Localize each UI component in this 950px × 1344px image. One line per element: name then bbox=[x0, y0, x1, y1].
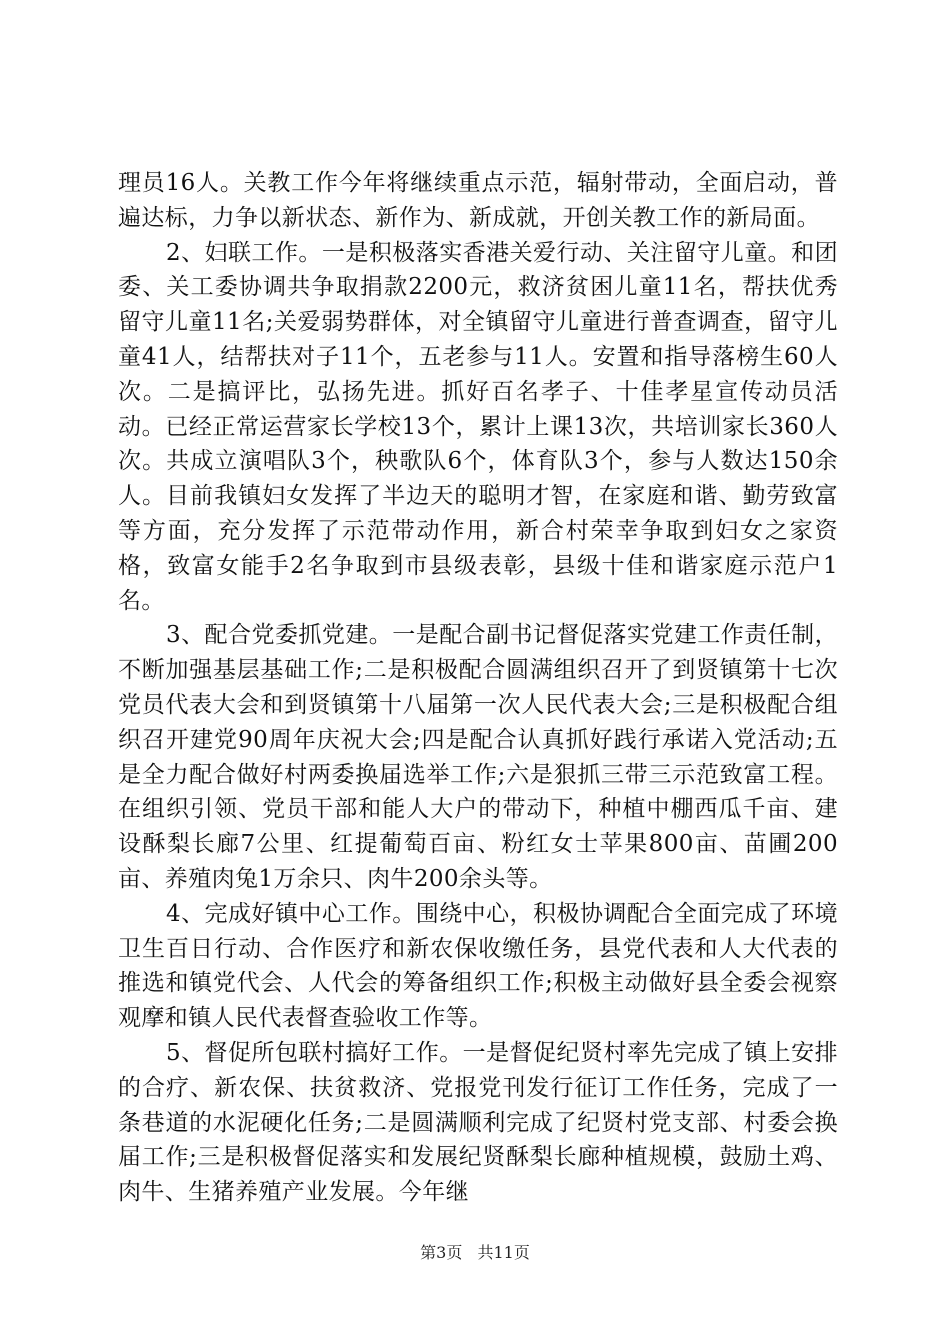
page-number: 第3页 bbox=[420, 1243, 463, 1262]
paragraph-continuation: 理员16人。关教工作今年将继续重点示范，辐射带动，全面启动，普遍达标，力争以新状态、新作为、新成就，开创关教工作的新局面。 bbox=[118, 170, 838, 231]
page-total: 共11页 bbox=[477, 1243, 530, 1262]
page-footer bbox=[0, 1240, 950, 1263]
document-body bbox=[118, 166, 838, 1210]
paragraph-village-liaison: 5、督促所包联村搞好工作。一是督促纪贤村率先完成了镇上安排的合疗、新农保、扶贫救济、党报党刊发行征订工作任务，完成了一条巷道的水泥硬化任务;二是圆满顺利完成了纪贤村党支部、村委会换届工作;三是积极督促落实和发展纪贤酥梨长廊种植规模，鼓励土鸡、肉牛、生猪养殖产业发展。今年继 bbox=[118, 1039, 838, 1206]
paragraph-party-building: 3、配合党委抓党建。一是配合副书记督促落实党建工作责任制，不断加强基层基础工作;二是积极配合圆满组织召开了到贤镇第十七次党员代表大会和到贤镇第十八届第一次人民代表大会;三是积极配合组织召开建党90周年庆祝大会;四是配合认真抓好践行承诺入党活动;五是全力配合做好村两委换届选举工作;六是狠抓三带三示范致富工程。在组织引领、党员干部和能人大户的带动下，种植中棚西瓜千亩、建设酥梨长廊7公里、红提葡萄百亩、粉红女士苹果800亩、苗圃200亩、养殖肉兔1万余只、肉牛200余头等。 bbox=[118, 622, 838, 892]
paragraph-town-center-work: 4、完成好镇中心工作。围绕中心，积极协调配合全面完成了环境卫生百日行动、合作医疗和新农保收缴任务，县党代表和人大代表的推选和镇党代会、人代会的筹备组织工作;积极主动做好县全委会视察观摩和镇人民代表督查验收工作等。 bbox=[118, 900, 838, 1032]
paragraph-womens-federation: 2、妇联工作。一是积极落实香港关爱行动、关注留守儿童。和团委、关工委协调共争取捐款2200元，救济贫困儿童11名，帮扶优秀留守儿童11名;关爱弱势群体，对全镇留守儿童进行普查调查，留守儿童41人，结帮扶对子11个，五老参与11人。安置和指导落榜生60人次。二是搞评比，弘扬先进。抓好百名孝子、十佳孝星宣传动员活动。已经正常运营家长学校13个，累计上课13次，共培训家长360人次。共成立演唱队3个，秧歌队6个，体育队3个，参与人数达150余人。目前我镇妇女发挥了半边天的聪明才智，在家庭和谐、勤劳致富等方面，充分发挥了示范带动作用，新合村荣幸争取到妇女之家资格，致富女能手2名争取到市县级表彰，县级十佳和谐家庭示范户1名。 bbox=[118, 239, 838, 614]
